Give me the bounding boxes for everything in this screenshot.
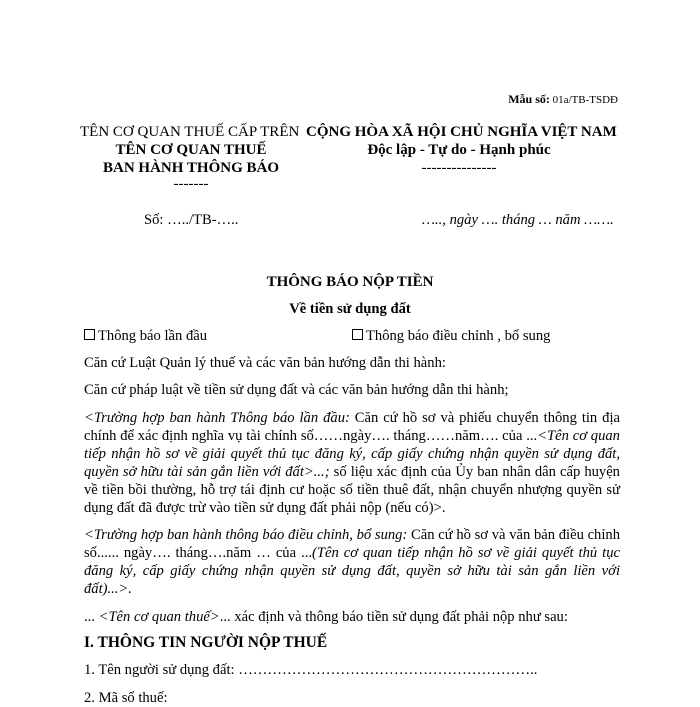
- p2-text-1: Căn cứ hồ sơ và văn bản điều chỉnh số...... ngày…. tháng….năm … của ...: [84, 527, 620, 561]
- checkbox-square-icon[interactable]: [352, 329, 363, 340]
- checkbox-adjust-notice[interactable]: [352, 328, 550, 345]
- legal-basis-2: Căn cứ pháp luật về tiền sử dụng đất và các văn bản hướng dẫn thi hành;: [84, 382, 509, 398]
- issuing-authority-parent: TÊN CƠ QUAN THUẾ CẤP TRÊN: [80, 124, 300, 140]
- right-divider-wrap: [306, 160, 612, 177]
- paragraph-first-notice: [84, 409, 620, 517]
- p3-italic-1: <Tên cơ quan thuế>: [98, 609, 220, 625]
- right-divider: ---------------: [421, 160, 497, 176]
- checkbox-square-icon[interactable]: [84, 329, 95, 340]
- form-number: [508, 92, 618, 107]
- p1-italic-1: <Trường hợp ban hành Thông báo lần đầu:: [84, 410, 350, 426]
- checkbox-adjust-label: Thông báo điều chỉnh , bổ sung: [366, 328, 551, 344]
- item-tax-code: 2. Mã số thuế:: [84, 690, 168, 706]
- issuing-authority-role: BAN HÀNH THÔNG BÁO: [103, 160, 279, 176]
- checkbox-first-notice[interactable]: [84, 328, 207, 345]
- subtitle-wrap: [0, 301, 700, 318]
- paragraph-determination: [84, 608, 620, 626]
- section-heading-taxpayer-info: I. THÔNG TIN NGƯỜI NỘP THUẾ: [84, 634, 328, 651]
- form-number-label: Mẫu số:: [508, 92, 550, 106]
- national-motto: Độc lập - Tự do - Hạnh phúc: [367, 142, 551, 158]
- p1-text-1: Căn cứ hồ sơ và phiếu chuyển thông tin địa chính để xác định nghĩa vụ tài chính số……ngày…. tháng……năm…. của ...: [84, 410, 621, 444]
- title-wrap: [0, 274, 700, 291]
- left-divider: -------: [173, 176, 209, 192]
- paragraph-adjust-notice: [84, 526, 620, 598]
- notice-subtitle: Về tiền sử dụng đất: [289, 301, 411, 317]
- left-divider-wrap: [80, 176, 302, 193]
- notice-number: Số: …../TB-…..: [144, 212, 239, 228]
- form-number-value: 01a/TB-TSDĐ: [552, 94, 618, 106]
- issuing-authority-role-wrap: [80, 160, 302, 177]
- issuing-authority: TÊN CƠ QUAN THUẾ: [115, 142, 267, 158]
- checkbox-first-label: Thông báo lần đầu: [98, 328, 208, 344]
- p1-italic-2: <Tên cơ quan tiếp nhận hồ sơ về giải quyết thủ tục đăng ký, cấp giấy chứng nhận quyền sử dụng đất, quyền sở hữu tài sản gắn liền với đất>...;: [84, 428, 620, 480]
- issuing-authority-wrap: [80, 142, 302, 159]
- p2-italic-2: (Tên cơ quan tiếp nhận hồ sơ về giải quyết thủ tục đăng ký, cấp giấy chứng nhận quyền sử dụng đất, quyền sở hữu tài sản gắn liền với đất)...>.: [84, 545, 620, 597]
- item-land-user-name: 1. Tên người sử dụng đất: ……………………………………………………..: [84, 662, 538, 678]
- national-motto-wrap: [306, 142, 612, 159]
- national-title: CỘNG HÒA XÃ HỘI CHỦ NGHĨA VIỆT NAM: [306, 124, 617, 140]
- p1-text-2: số liệu xác định của Ủy ban nhân dân cấp huyện về tiền bồi thường, hỗ trợ tái định cư hoặc số tiền thuê đất, nhận chuyển nhượng quyền sử dụng đất đã được trừ vào tiền sử dụng đất phải nộp (nếu có)>.: [84, 464, 620, 516]
- p3-text-2: ... xác định và thông báo tiền sử dụng đất phải nộp như sau:: [219, 609, 568, 625]
- notice-title: THÔNG BÁO NỘP TIỀN: [266, 274, 434, 290]
- notice-date: ….., ngày …. tháng … năm …….: [422, 212, 614, 228]
- p3-text-1: ...: [84, 609, 99, 625]
- legal-basis-1: Căn cứ Luật Quản lý thuế và các văn bản hướng dẫn thi hành:: [84, 355, 446, 371]
- p2-italic-1: <Trường hợp ban hành thông báo điều chỉnh, bổ sung:: [84, 527, 408, 543]
